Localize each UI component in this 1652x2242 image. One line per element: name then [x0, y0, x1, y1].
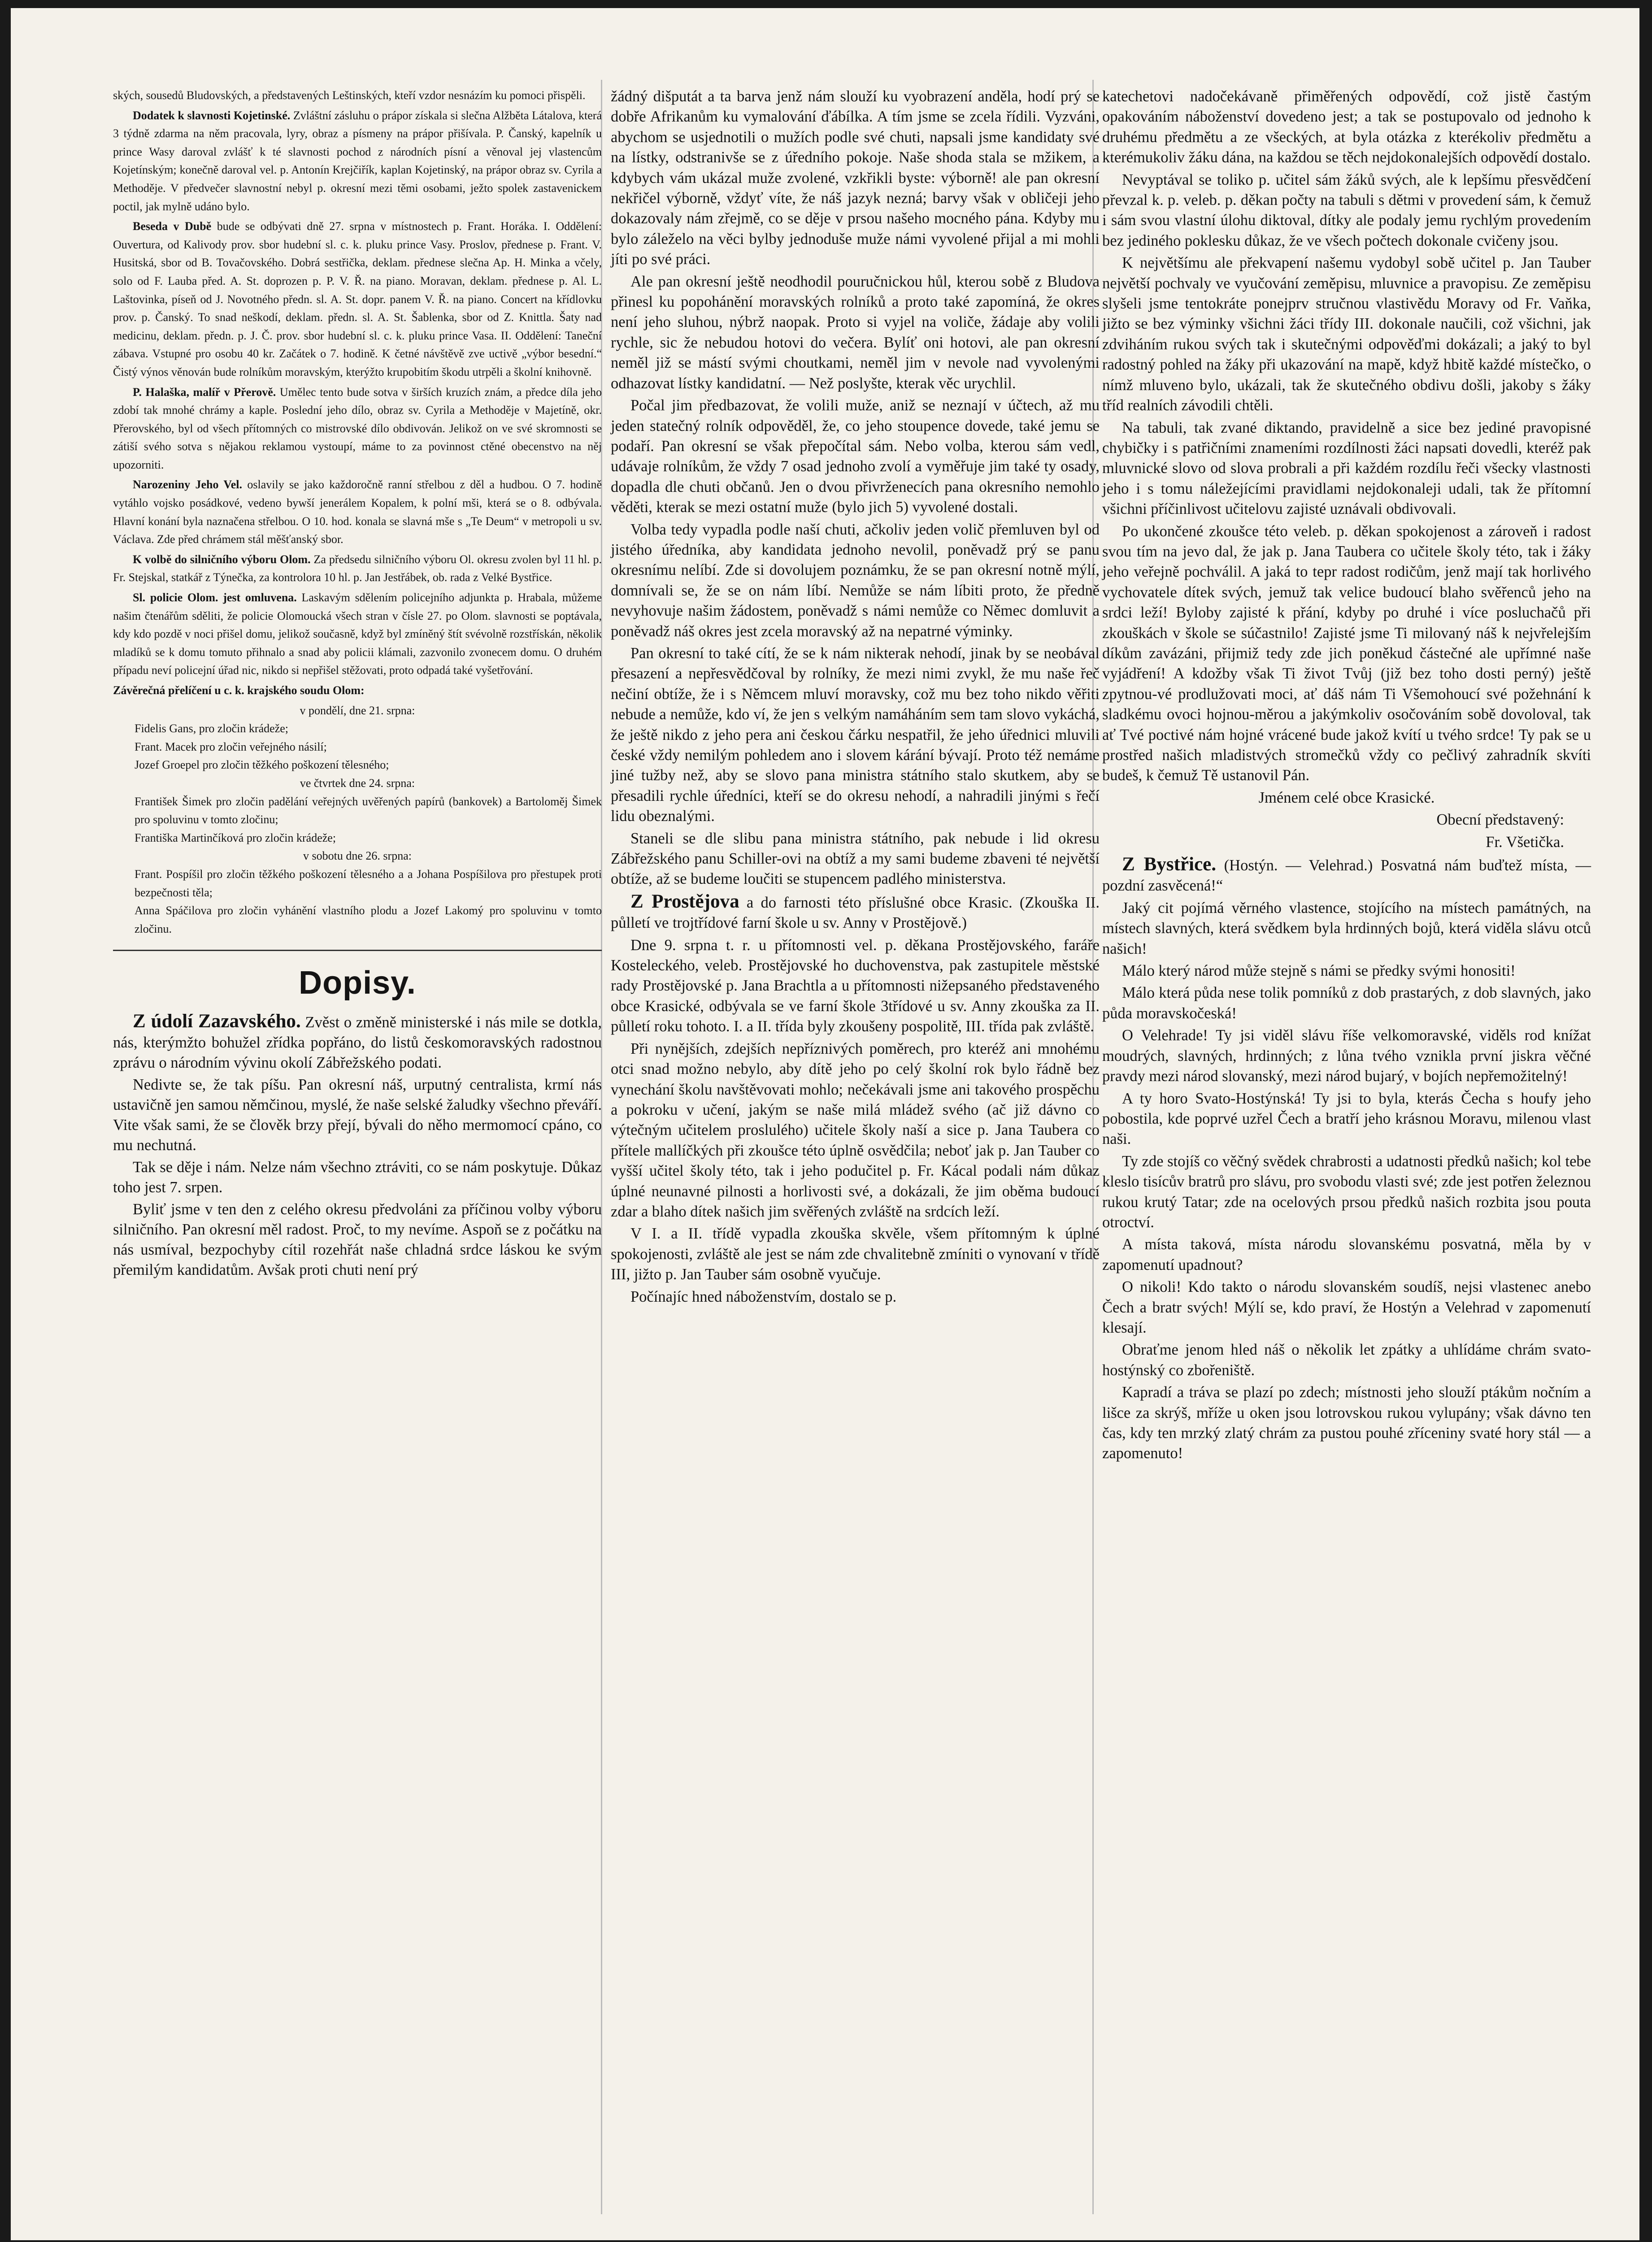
- article-heading: Dodatek k slavnosti Kojetinské.: [133, 109, 291, 122]
- article-text: Byliť jsme v ten den z celého okresu předvoláni za příčinou volby výboru silničního. Pan okresní měl radost. Proč, to my nevíme. Aspoň se z počátku na nás usmíval, bezpochyby cítil rozehřát naše chladná srdce láskou ke svým přemilým kandidatům. Avšak proti chuti není prý: [113, 1201, 602, 1279]
- article-text: žádný dišputát a ta barva jenž nám slouží ku vyobrazení anděla, hodí prý se dobře Afrikanům ku vymalování ďábílka. A tím jsme se zcela řídili. Vyzváni, abychom se usjednotili o mužích podle své chuti, napsali jsme kandidaty své na lístky, odstranivše se z úředního pokoje. Naše shoda stala se mžikem, a kdybych vám ukázal muže zvolené, vzkřikli byste: výborně! ale pan okresní nekřičel výborně, vždyť víte, že náš jazyk nezná; barvy však v obličeji jeho dokazovaly nám zřejmě, co se děje v prsou našeho mocného pána. Kdyby mu bylo záleželo na věci bylby jednoduše muže námi vyvolené přijal a mi mohli jíti po své práci.: [611, 88, 1100, 268]
- hearing-case: Frant. Pospíšil pro zločin těžkého poškození tělesného a a Johana Pospíšilova pro přestupek proti bezpečnosti těla;: [135, 867, 602, 899]
- article-paragraph: [1102, 961, 1591, 981]
- article-text: Málo který národ může stejně s námi se předky svými honositi!: [1122, 962, 1516, 980]
- article-paragraph: [113, 383, 602, 474]
- article-text: Pan okresní to také cítí, že se k nám nikterak nehodí, jinak by se neobával přesazení a nepřesvědčoval by rolníky, že mezi nimi zvykl, že mu naše řeč nečiní obtíže, že i s Němcem mluví moravsky, což mu bez toho nikdo věřiti nebude a nemůže, kdo ví, že jen s velkým namáháním sem tam slovo vykáchá, že ještě nikdo z jeho pera ani českou čárku nespatřil, že jeho úřednici mluvili české vždy nemilým pohledem ano i slovem kárání bývají. Proto též nemáme jiné tužby než, aby se slovo pana ministra státního stalo skutkem, aby se přesadili rychle úředníci, kteří se do okresu nehodí, a nahradili jinými s řečí lidu obeznalými.: [611, 644, 1100, 825]
- article-text: Nevyptával se toliko p. učitel sám žáků svých, ale k lepšímu přesvědčení převzal k. p. veleb. p. děkan počty na tabuli s dětmi v provedení sám, k čemuž i sám svou vlastní úlohu diktoval, dítky ale podaly jemu rychlým provedením bez jediného poklesku důkaz, že ve všech počtech dokonale cvičeny jsou.: [1102, 171, 1591, 249]
- article-paragraph: [113, 1011, 602, 1073]
- article-heading: P. Halaška, malíř v Přerově.: [133, 385, 276, 399]
- article-text: oslavily se jako každoročně ranní střelbou z děl a hudbou. O 7. hodině vytáhlo vojsko posádkové, vedeno bywší jenerálem Kopalem, k polní mši, která se o 8. odbývala. Hlavní konání byla naznačena střelbou. O 10. hod. konala se slavná mše s „Te Deum“ v metropoli u sv. Václava. Zde před chrámem stál měšťanský sbor.: [113, 478, 602, 546]
- article-text: Jaký cit pojímá věrného vlastence, stojícího na místech památných, na místech slavných, která svědkem byla hrdinných bojů, která viděla slávu otců našich!: [1102, 899, 1591, 957]
- article-text: Při nynějších, zdejších nepříznivých poměrech, pro kteréž ani mnohému otci snad možno nebylo, aby dítě jeho po celý školní rok bylo řádně bez vynechání školu navštěvovati mohlo; nečekávali jsme ani takového prospěchu a pokroku v učení, jakým se naše milá mládež svého (ač již dávno co výtečným učitelem proslulého) učitele školy naší a sice p. Jana Taubera co přítele mallíčkých při zkoušce této úplně osvědčila; neboť jak p. Jan Tauber co vyšší učitel školy této, tak i jeho podučitel p. Fr. Kácal podali nám důkaz úplné neunavné pilnosti a horlivosti své, a dokázali, že jim oběma budoucí zdar a blaho dítek našich jim svěřených zvláště na srdcích leží.: [611, 1040, 1100, 1220]
- section-divider: [113, 950, 602, 951]
- article-text: a do farnosti této příslušné obce Krasic. (Zkouška II. půlletí ve trojtřídové farní škole u sv. Anny v Prostějově.): [611, 894, 1100, 932]
- hearing-date: v sobotu dne 26. srpna:: [303, 849, 412, 863]
- article-paragraph: [113, 1157, 602, 1198]
- article-paragraph: [1102, 418, 1591, 520]
- article-paragraph: [611, 87, 1100, 270]
- article-paragraph: [1102, 170, 1591, 252]
- article-text: Málo která půda nese tolik pomníků z dob prastarých, z dob slavných, jako půda moravskočeská!: [1102, 984, 1591, 1022]
- article-text: Fr. Všetička.: [1486, 833, 1564, 851]
- column-left: [113, 87, 602, 1282]
- article-paragraph: [611, 520, 1100, 642]
- hearing-case: František Šimek pro zločin padělání veřejných uvěřených papírů (bankovek) a Bartoloměj Šimek pro spoluvinu v tomto zločinu;: [135, 795, 602, 826]
- article-text: A ty horo Svato-Hostýnská! Ty jsi to byla, kterás Čecha s houfy jeho pobostila, kde poprvé uzřel Čech a bratří jeho krásnou Moravu, milenou vlast naši.: [1102, 1090, 1591, 1148]
- article-paragraph: [1102, 253, 1591, 416]
- article-paragraph: [1102, 1025, 1591, 1086]
- article-paragraph: [113, 1075, 602, 1156]
- article-text: Ale pan okresní ještě neodhodil pouručnickou hůl, kterou sobě z Bludova přinesl ku popohánění moravských rolníků a proto také zapomíná, že okres není jeho sluhou, nýbrž naopak. Proto si vyjel na voliče, žádaje aby volili rychle, sic že nebudou hotovi do večera. Bylíť oni hotovi, ale pan okresní neměl již se mástí svými choutkami, neměl jim v nevole nad vyvolenými odhazovat lístky kandidatní. — Než poslyšte, kterak věc urychlil.: [611, 273, 1100, 392]
- article-text: Kapradí a tráva se plazí po zdech; místnosti jeho slouží ptákům nočním a lišce za skrýš, mříže u oken jsou lotrovskou rukou vylupány; však dávno ten čas, kdy ten mrzký zlatý chrám za pustou pouhé zříceniny svaté hory stál — a zapomenuto!: [1102, 1384, 1591, 1462]
- article-text: O Velehrade! Ty jsi viděl slávu říše velkomoravské, viděls rod knížat moudrých, slavných, hrdinných; z lůna tvého vznikla první jiskra věčné pravdy mezi národ slovanský, mezi národ bujarý, v bojích nepřemožitelný!: [1102, 1027, 1591, 1085]
- article-text: Jménem celé obce Krasické.: [1258, 789, 1435, 806]
- article-text: V I. a II. třídě vypadla zkouška skvěle, všem přítomným k úplné spokojenosti, zvláště ale jest se nám zde chvalitebně zmíniti o vynovaní v třídě III, jižto p. Jan Tauber sám osobně vyučuje.: [611, 1225, 1100, 1283]
- hearing-case: Anna Spáčilova pro zločin vyhánění vlastního plodu a Jozef Lakomý pro spoluvinu v tomto zločinu.: [135, 904, 602, 935]
- article-paragraph: [611, 1224, 1100, 1285]
- article-paragraph: [1102, 788, 1591, 808]
- article-text: bude se odbývati dně 27. srpna v místnostech p. Frant. Horáka. I. Oddělení: Ouvertura, od Kalivody prov. sbor hudební sl. c. k. pluku prince Vasy. Proslov, přednese p. Frant. V. Husitská, sbor od B. Tovačovského. Dobrá sestřička, deklam. přednese slečna Ap. H. Minka a včely, solo od F. Lauba před. A. St. doprozen p. P. V. Ř. na piano. Moravan, deklam. přednese p. Al. L. Laštovinka, píseň od J. Novotného předn. sl. A. St. dopr. panem V. Ř. na piano. Concert na křídlovku prov. p. Čanský. To snad neškodí, deklam. předn. sl. A. St. Šablenka, sbor od Z. Knittla. Šaty nad medicinu, deklam. předn. p. J. Č. prov. sbor hudební sl. c. k. pluku prince Vasa. II. Oddělení: Taneční zábava. Vstupné pro osobu 40 kr. Začátek o 7. hodině. K četné návštěvě zve uctivě „výbor besední.“ Čistý výnos věnován bude rolníkům moravským, kterýžto krupobitím škodu utrpěli a školní knihovně.: [113, 220, 602, 378]
- article-paragraph: [1102, 898, 1591, 959]
- hearing-case: Františka Martinčíková pro zločin krádeže;: [135, 831, 336, 844]
- article-text: Obecní představený:: [1436, 811, 1564, 829]
- article-text: Obraťme jenom hled náš o několik let zpátky a uhlídáme chrám svato-hostýnský co zbořeniště.: [1102, 1341, 1591, 1379]
- article-text: Zvláštní zásluhu o prápor získala si slečna Alžběta Látalova, která 3 týdně zdarma na něm pracovala, lyry, obraz a písmeny na prápor přišívala. P. Čanský, kapelník u prince Wasy daroval zvlášť k té slavnosti pochod z národních písní a věnoval jej vlastencům Kojetínským; konečně daroval vel. p. Antonín Krejčiřík, kaplan Kojetinský, na prápor obraz sv. Cyrila a Methoděje. V předvečer slavnostní nebyl p. okresní mezi těmi osobami, ježto spolek zastavenickem poctil, jak mylně udáno bylo.: [113, 109, 602, 213]
- article-paragraph: [1102, 832, 1591, 852]
- article-text: Nedivte se, že tak píšu. Pan okresní náš, urputný centralista, krmí nás ustavičně jen samou němčinou, myslé, že naše selské žaludky všechno převáří. Vite však sami, že se člověk brzy přejí, bývali do něho mermomocí cpáno, co mu nechutná.: [113, 1076, 602, 1154]
- article-text: Staneli se dle slibu pana ministra státního, pak nebude i lid okresu Zábřežského panu Schiller-ovi na obtíž a my sami budeme zbaveni té největší obtíže, až se budeme loučiti se stupencem padlého ministerstva.: [611, 830, 1100, 888]
- article-paragraph: [1102, 521, 1591, 786]
- article-text: Tak se děje i nám. Nelze nám všechno ztráviti, co se nám poskytuje. Důkaz toho jest 7. srpen.: [113, 1159, 602, 1196]
- article-paragraph: [611, 935, 1100, 1037]
- article-text: (Hostýn. — Velehrad.) Posvatná nám buďtež místa, — pozdní zasvěcená!“: [1102, 857, 1591, 895]
- article-text: Na tabuli, tak zvané diktando, pravidelně a sice bez jediné pravopisné chybičky i s patřičními znameními rozdílnosti žáci napsati dovedli, kteréž pak mluvnické slovo od slova probrali a při každém rozdílu řeči všecky vlastnosti jeho i s tomu náležejícími pravidlami nejdokonaleji udali, tak že přítomní všichni příčinlivost učitelovu zajisté uznávali obdivovali.: [1102, 419, 1591, 518]
- article-paragraph: [1102, 1234, 1591, 1275]
- article-text: Za předsedu silničního výboru Ol. okresu zvolen byl 11 hl. p. Fr. Stejskal, statkář z Týnečka, za kontrolora 10 hl. p. Jan Jestřábek, ob. rada z Velké Bystřice.: [113, 552, 602, 584]
- article-text: Počínajíc hned náboženstvím, dostalo se p.: [630, 1288, 897, 1305]
- article-text: Po ukončené zkoušce této veleb. p. děkan spokojenost a zároveň i radost svou tím na jevo dal, že jak p. Jana Taubera co učitele školy této, tak i žáky jeho veřejně pochválil. A jaká to tepr radost rodičům, jenž mají tak horlivého vychovatele dítek svých, jemuž tak velice budoucí blaho svěřenců jeho na srdci leží! Byloby zajisté k přání, kdyby po druhé i více posluchačů při zkouškách v škole se súčastnilo! Zajisté jsme Ti milovaný náš k nejvřelejším díkům zavázáni, přijmiž tedy zde jich poněkud částečné ale upřímné naše vyjádření! A kdožby však Ti život Tvůj (již bez toho dosti perný) ještě zpytnou-vé prodlužovati moci, ať dáš nám Ti Všemohoucí své požehnání k sladkému ovoci hojnou-měrou a jakýmkoliv osočováním sobě dovoloval, tak ať Tvé poctivé nám hojné vrácené bude jakož kvítí u tvého srdce! Ty pak se u prostřed našich mladistvých stromečků vždy co pečlivý zahradník skvíti budeš, k čemuž Tě ustanovil Pán.: [1102, 522, 1591, 784]
- article-paragraph: [611, 891, 1100, 934]
- column-middle: [611, 87, 1100, 1309]
- article-paragraph: [1102, 1089, 1591, 1150]
- article-paragraph: [113, 589, 602, 680]
- article-heading: Závěrečná přelíčení u c. k. krajského soudu Olom:: [113, 684, 365, 697]
- hearing-date: v pondělí, dne 21. srpna:: [300, 704, 415, 717]
- article-text: O nikoli! Kdo takto o národu slovanském soudíš, nejsi vlastenec anebo Čech a bratr svých! Mýlí se, kdo praví, že Hostýn a Velehrad v zapomenutí klesají.: [1102, 1278, 1591, 1336]
- article-heading: Sl. policie Olom. jest omluvena.: [133, 591, 297, 604]
- article-paragraph: [1102, 87, 1591, 168]
- article-text: Umělec tento bude sotva v širších kruzích znám, a předce díla jeho zdobí tak mnohé chrámy a kaple. Poslední jeho dílo, obraz sv. Cyrila a Methoděje v Majetíně, okr. Přerovského, byl od všech přítomných co mistrovské dílo obdivován. Jelikož on ve své skromnosti se zátiší svého sotva s nějakou reklamou vystoupí, máme to za povinnost ctěné obecenstvo na něj upozorniti.: [113, 385, 602, 471]
- article-paragraph: [1102, 810, 1591, 830]
- article-heading: Z Bystřice.: [1122, 854, 1217, 875]
- article-text: Počal jim předbazovat, že volili muže, aniž se neznají v účtech, až mu jeden statečný rolník odpověděl, že, co jeho stoupence dovede, také jemu se podaří. Pan okresní se však přepočítal sám. Nebo volba, kterou sám vedl, udávaje rolníkům, že vždy 7 osad jednoho zvolí a vyměřuje jim také ty osady, dopadla dle chuti občanů. Jen o dvou přivrženecích pana okresního nemohlo věděti, kterak se mezi ostatní muže (bylo jich 5) vyvolené dostali.: [611, 397, 1100, 516]
- article-paragraph: [611, 829, 1100, 890]
- article-paragraph: [1102, 1340, 1591, 1381]
- article-paragraph: [113, 682, 602, 700]
- column-right: [1102, 87, 1591, 1466]
- article-paragraph: [1102, 1382, 1591, 1464]
- article-heading: K volbě do silničního výboru Olom.: [133, 552, 311, 566]
- article-paragraph: [1102, 1151, 1591, 1233]
- article-paragraph: [113, 476, 602, 548]
- article-text: katechetovi nadočekávaně přiměřených odpovědí, což jistě častým opakováním náboženství dovedeno jest; a tak se postupovalo od jednoho k druhému předmětu a ze všeckých, at byla otázka z kterékoliv předmětu a kterémukoliv žáku dána, na každou se těch nejdokonalejších odpovědí dostalo.: [1102, 88, 1591, 166]
- article-text: A místa taková, místa národu slovanskému posvatná, měla by v zapomenutí upadnout?: [1102, 1236, 1591, 1273]
- article-paragraph: [611, 643, 1100, 827]
- article-paragraph: [1102, 1277, 1591, 1338]
- hearing-date: ve čtvrtek dne 24. srpna:: [300, 776, 415, 790]
- hearing-case: Fidelis Gans, pro zločin krádeže;: [135, 722, 288, 735]
- article-paragraph: [113, 107, 602, 216]
- article-heading: Narozeniny Jeho Vel.: [133, 478, 242, 491]
- article-text: Laskavým sdělením policejního adjunkta p. Hrabala, můžeme našim čtenářům sděliti, že policie Olomoucká všech stran v čísle 27. po Olom. slavnosti se poptávala, kdy kdo pozdě v noci přišel domu, jelikož současně, když byl zmíněný štít svévolně rozstřískán, několik mladíků se k domu tomuto přihnalo a snad aby policii klámali, zazvonilo zvonecem domu. O druhém případu neví policejní úřad nic, nikdo si nepřišel stěžovati, proto odpadá také vyšetřování.: [113, 591, 602, 677]
- article-paragraph: [611, 395, 1100, 517]
- article-paragraph: [611, 1287, 1100, 1307]
- article-heading: Beseda v Dubě: [133, 220, 212, 233]
- article-paragraph: [113, 87, 602, 105]
- article-paragraph: [1102, 854, 1591, 896]
- court-hearing-list: [113, 702, 602, 939]
- article-text: K největšímu ale překvapení našemu vydobyl sobě učitel p. Jan Tauber největší pochvaly ve vyučování zeměpisu, mluvnice a pravopisu. Ze zeměpisu slyšeli jsme tentokráte ponejprv stručnou vlastivědu Moravy od Fr. Vaňka, jižto se bez výminky všichni žáci třídy III. dokonale naučili, což všichni, jak zdviháním rukou svých tak i skutečnými odpověďmi dokázali; a jaký to byl radostný pohled na žáky při ukazování na mapě, když hbitě každé místečko, o nímž mluveno bylo, ukázali, tak že skutečného obdivu došli, jakoby s žáky tříd realních závodili chtěli.: [1102, 254, 1591, 414]
- article-paragraph: [113, 217, 602, 381]
- article-paragraph: [1102, 983, 1591, 1024]
- article-text: Ty zde stojíš co věčný svědek chrabrosti a udatnosti předků našich; kol tebe kleslo tisícův bratrů pro slávu, pro svobodu vlasti své; zde jest potřen železnou rukou krutý Tatar; zde na ocelových prsou předků našich rozbita jsou pouta otroctví.: [1102, 1152, 1591, 1231]
- article-text: ských, sousedů Bludovských, a představených Leštinských, kteří vzdor nesnázím ku pomoci přispěli.: [113, 89, 586, 102]
- article-text: Zvěst o změně ministerské i nás mile se dotkla, nás, kterýmžto bohužel zřídka popřáno, do listů českomoravských radostnou zprávu o národním vývinu okolí Zábřežského podati.: [113, 1014, 602, 1072]
- article-text: Volba tedy vypadla podle naší chuti, ačkoliv jeden volič přemluven byl od jistého úředníka, aby kandidata jednoho nevolil, poněvadž prý se panu okresnímu nelíbí. Zde si dovolujem poznámku, že se pan okresní notně mýlí, domnívali se, že se on nám líbí. Nemůže se nám líbiti proto, že předně nevyhovuje našim žádostem, poněvadž s námi nemůže co Němec domluvit a poněvadž náš okres jest zcela moravský až na nepatrné výminky.: [611, 521, 1100, 640]
- article-paragraph: [611, 272, 1100, 394]
- article-text: Dne 9. srpna t. r. u přítomnosti vel. p. děkana Prostějovského, faráře Kosteleckého, veleb. Prostějovské ho duchovenstva, pak zastupitele městské rady Prostějovské p. Jana Brachtla a u přítomnosti nižepsaného představeného obce Krasické, odbývala se ve farní škole 3třídové u sv. Anny zkouška za II. půlletí roku tohoto. I. a II. třída byly zkoušeny pospolitě, III. třída pak zvláště.: [611, 936, 1100, 1035]
- newspaper-page: [11, 8, 1639, 2240]
- hearing-case: Jozef Groepel pro zločin těžkého poškození tělesného;: [135, 758, 389, 772]
- article-heading: Z Prostějova: [630, 891, 739, 912]
- article-paragraph: [113, 1199, 602, 1280]
- article-paragraph: [113, 551, 602, 587]
- hearing-case: Frant. Macek pro zločin veřejného násilí;: [135, 740, 327, 753]
- article-heading: Z údolí Zazavského.: [133, 1011, 301, 1032]
- section-title-dopisy: Dopisy.: [299, 965, 416, 1001]
- article-paragraph: [611, 1039, 1100, 1222]
